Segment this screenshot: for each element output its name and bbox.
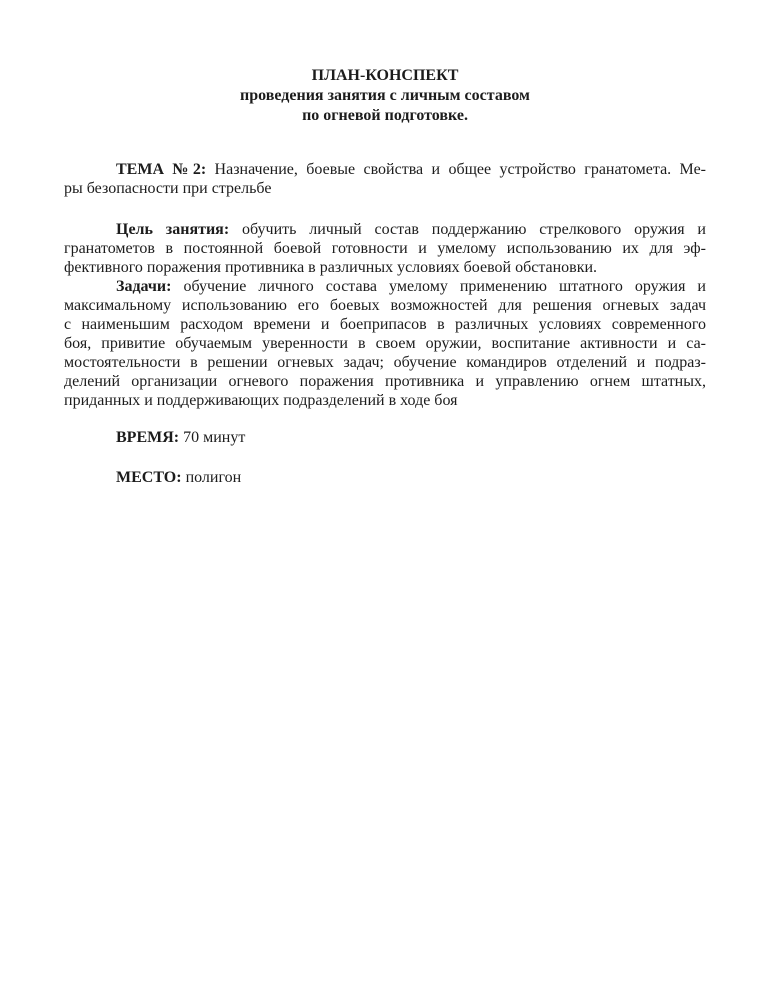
bold-lead-in: Задачи: — [116, 278, 172, 295]
paragraph-tsel — [64, 220, 706, 277]
title-line-3: по огневой подготовке. — [302, 107, 468, 124]
text-line: мостоятельности в решении огневых задач; обучение командиров отделений и подраз- — [64, 354, 706, 371]
text-line: делений организации огневого поражения противника и управлению огнем штатных, — [64, 373, 706, 390]
title-line-2: проведения занятия с личным составом — [240, 87, 530, 104]
text-line: максимальному использованию его боевых возможностей для решения огневых задач — [64, 297, 706, 314]
document-body — [64, 160, 706, 487]
bold-lead-in: ТЕМА №2: — [116, 161, 207, 178]
paragraph-zadachi — [64, 277, 706, 410]
text-line: приданных и поддерживающих подразделений в ходе боя — [64, 392, 458, 409]
paragraph-vremya — [64, 428, 706, 447]
title-line-1: ПЛАН-КОНСПЕКТ — [311, 67, 459, 84]
bold-lead-in: МЕСТО: — [116, 469, 182, 486]
bold-lead-in: Цель занятия: — [116, 221, 230, 238]
text-line: боя, привитие обучаемым уверенности в своем оружии, воспитание активности и са- — [64, 335, 706, 352]
bold-lead-in: ВРЕМЯ: — [116, 429, 180, 446]
paragraph-tema — [64, 160, 706, 198]
text-line: МЕСТО: полигон — [116, 469, 242, 486]
document-title — [64, 66, 706, 126]
text-line: ТЕМА №2: Назначение, боевые свойства и общее устройство гранатомета. Ме- — [116, 161, 706, 178]
text-line: фективного поражения противника в различных условиях боевой обстановки. — [64, 259, 598, 276]
text-line: Задачи: обучение личного состава умелому применению штатного оружия и — [116, 278, 706, 295]
text-line: Цель занятия: обучить личный состав поддержанию стрелкового оружия и — [116, 221, 706, 238]
text-line: ВРЕМЯ: 70 минут — [116, 429, 246, 446]
text-line: с наименьшим расходом времени и боеприпасов в различных условиях современного — [64, 316, 706, 333]
text-line: ры безопасности при стрельбе — [64, 180, 272, 197]
text-line: гранатометов в постоянной боевой готовности и умелому использованию их для эф- — [64, 240, 706, 257]
paragraph-mesto — [64, 468, 706, 487]
